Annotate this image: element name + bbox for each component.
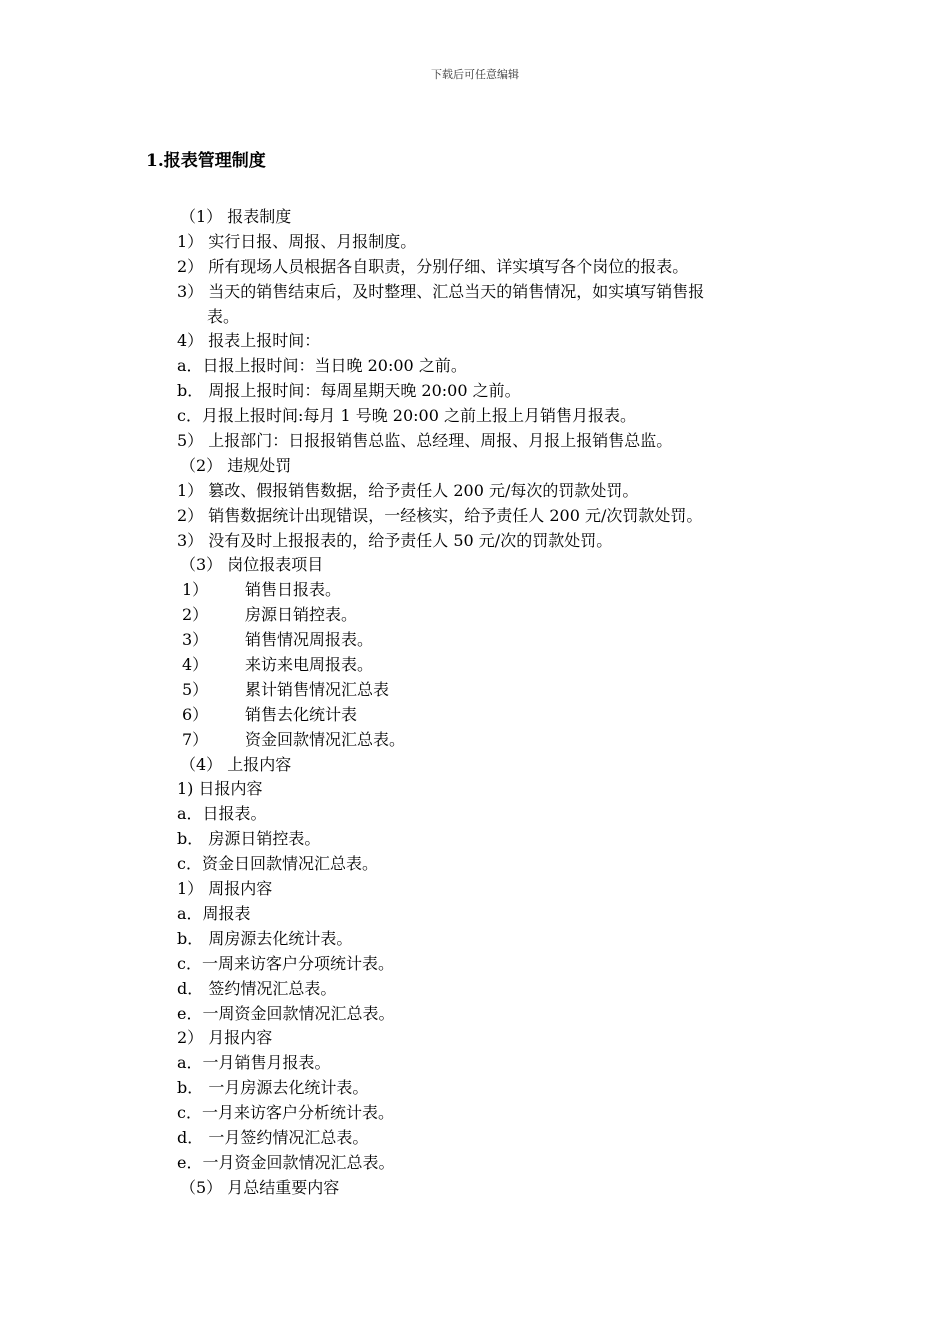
line-text: 5） 上报部门：日报报销售总监、总经理、周报、月报上报销售总监。 xyxy=(177,431,673,451)
numbered-item xyxy=(177,429,817,454)
item-number: 5） xyxy=(182,679,209,699)
item-number: 2） xyxy=(182,605,209,625)
item-number: 3） xyxy=(182,630,209,650)
line-text: a．周报表 xyxy=(177,903,251,923)
lettered-subitem xyxy=(177,1126,817,1151)
line-text: 累计销售情况汇总表 xyxy=(245,679,390,699)
lettered-subitem xyxy=(177,927,817,952)
report-project-item xyxy=(177,628,817,653)
line-text: c．月报上报时间:每月 1 号晚 20:00 之前上报上月销售月报表。 xyxy=(177,406,636,426)
report-project-item xyxy=(177,728,817,753)
lettered-subitem xyxy=(177,902,817,927)
lettered-subitem xyxy=(177,379,817,404)
line-text: 销售日报表。 xyxy=(245,580,342,600)
lettered-subitem xyxy=(177,827,817,852)
line-text: e．一月资金回款情况汇总表。 xyxy=(177,1152,395,1172)
lettered-subitem xyxy=(177,977,817,1002)
lettered-subitem xyxy=(177,1076,817,1101)
line-text: b． 周房源去化统计表。 xyxy=(177,928,353,948)
line-text: 2） 销售数据统计出现错误，一经核实，给予责任人 200 元/次罚款处罚。 xyxy=(177,505,703,525)
lettered-subitem xyxy=(177,1151,817,1176)
line-text: d． 一月签约情况汇总表。 xyxy=(177,1127,369,1147)
line-text: a．日报上报时间：当日晚 20:00 之前。 xyxy=(177,356,467,376)
line-text: （3） 岗位报表项目 xyxy=(180,555,324,575)
line-text: （5） 月总结重要内容 xyxy=(180,1177,340,1197)
line-text: c．一周来访客户分项统计表。 xyxy=(177,953,394,973)
numbered-item xyxy=(177,529,817,554)
item-number: 4） xyxy=(182,655,209,675)
report-project-item xyxy=(177,578,817,603)
line-text: 2） 所有现场人员根据各自职责，分别仔细、详实填写各个岗位的报表。 xyxy=(177,256,689,276)
lettered-subitem xyxy=(177,354,817,379)
line-text: e．一周资金回款情况汇总表。 xyxy=(177,1003,395,1023)
line-text: 4） 报表上报时间： xyxy=(177,331,321,351)
numbered-item xyxy=(177,230,817,255)
lettered-subitem xyxy=(177,1002,817,1027)
line-text: b． 房源日销控表。 xyxy=(177,829,321,849)
numbered-item xyxy=(177,1026,817,1051)
section-heading xyxy=(177,753,817,778)
line-text: 销售情况周报表。 xyxy=(245,630,374,650)
line-text: 1） 篡改、假报销售数据，给予责任人 200 元/每次的罚款处罚。 xyxy=(177,480,639,500)
lettered-subitem xyxy=(177,1101,817,1126)
section-heading xyxy=(177,1176,817,1201)
lettered-subitem xyxy=(177,802,817,827)
line-text: 1) 日报内容 xyxy=(177,779,263,799)
report-project-item xyxy=(177,603,817,628)
line-text: c．资金日回款情况汇总表。 xyxy=(177,854,378,874)
section-heading xyxy=(177,454,817,479)
line-text: a．日报表。 xyxy=(177,804,267,824)
page-header: 下载后可任意编辑 xyxy=(431,68,519,81)
line-text: c．一月来访客户分析统计表。 xyxy=(177,1103,394,1123)
line-text: b． 周报上报时间：每周星期天晚 20:00 之前。 xyxy=(177,381,521,401)
line-text: 1） 周报内容 xyxy=(177,879,273,899)
item-number: 6） xyxy=(182,704,209,724)
report-project-item xyxy=(177,653,817,678)
line-text: 销售去化统计表 xyxy=(245,704,358,724)
numbered-item xyxy=(177,877,817,902)
line-text: 房源日销控表。 xyxy=(245,605,358,625)
report-project-item xyxy=(177,703,817,728)
line-text: （2） 违规处罚 xyxy=(180,455,292,475)
line-text: a．一月销售月报表。 xyxy=(177,1053,331,1073)
line-text: 3） 当天的销售结束后，及时整理、汇总当天的销售情况，如实填写销售报 xyxy=(177,281,705,301)
numbered-item xyxy=(177,777,817,802)
numbered-item xyxy=(177,329,817,354)
line-text: 来访来电周报表。 xyxy=(245,655,374,675)
line-text: 2） 月报内容 xyxy=(177,1028,273,1048)
item-number: 7） xyxy=(182,729,209,749)
line-text: 1） 实行日报、周报、月报制度。 xyxy=(177,231,417,251)
lettered-subitem xyxy=(177,404,817,429)
numbered-item xyxy=(177,504,817,529)
section-title: 1.报表管理制度 xyxy=(146,151,266,171)
line-text: b． 一月房源去化统计表。 xyxy=(177,1078,369,1098)
lettered-subitem xyxy=(177,1051,817,1076)
numbered-item xyxy=(177,280,817,305)
document-body xyxy=(177,205,817,1201)
line-text: （4） 上报内容 xyxy=(180,754,292,774)
lettered-subitem xyxy=(177,852,817,877)
line-text: 表。 xyxy=(207,306,240,326)
item-number: 1） xyxy=(182,580,209,600)
line-text: 资金回款情况汇总表。 xyxy=(245,729,406,749)
line-text: （1） 报表制度 xyxy=(180,207,292,226)
numbered-item xyxy=(177,479,817,504)
line-text: 3） 没有及时上报报表的，给予责任人 50 元/次的罚款处罚。 xyxy=(177,530,613,550)
line-text: d． 签约情况汇总表。 xyxy=(177,978,337,998)
report-project-item xyxy=(177,678,817,703)
section-heading xyxy=(177,205,817,230)
lettered-subitem xyxy=(177,952,817,977)
numbered-item xyxy=(177,255,817,280)
continuation-line xyxy=(177,305,817,330)
section-heading xyxy=(177,553,817,578)
